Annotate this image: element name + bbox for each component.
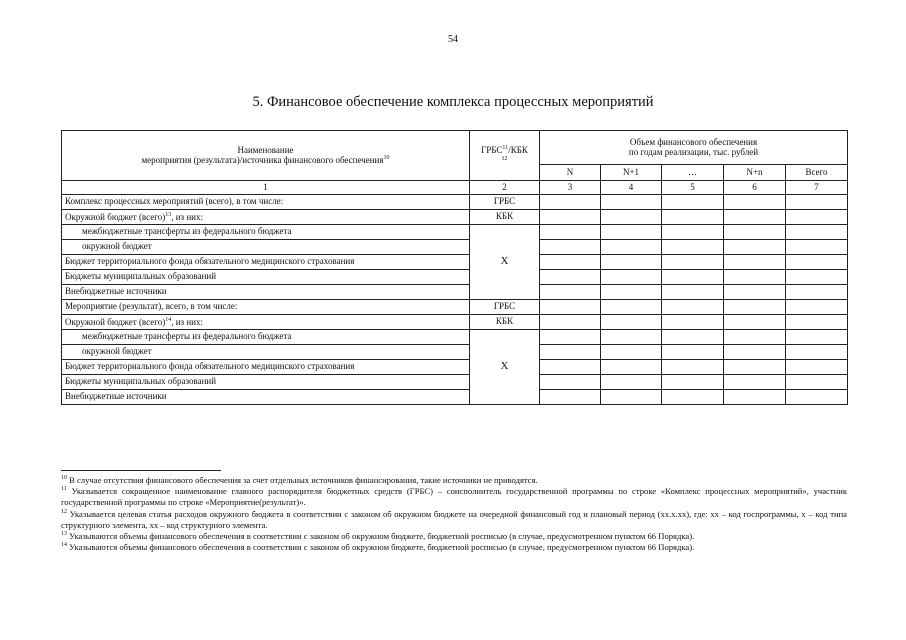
column-number: 1: [62, 181, 470, 195]
row-x-mark: Х: [470, 225, 540, 300]
footnote-number: 14: [61, 542, 67, 549]
header-grbs-cell: [470, 131, 540, 181]
table-row: [62, 375, 848, 390]
column-number: 2: [470, 181, 540, 195]
row-label-sup: 14: [165, 316, 172, 323]
column-number: 3: [540, 181, 601, 195]
footnotes: [61, 470, 847, 553]
row-label: Комплекс процессных мероприятий (всего), в том числе:: [62, 195, 470, 210]
row-label-sup: 13: [165, 211, 172, 218]
row-label: окружной бюджет: [62, 240, 470, 255]
table-row: [62, 195, 848, 210]
row-label: межбюджетные трансферты из федерального бюджета: [62, 225, 470, 240]
row-label: [62, 210, 470, 225]
row-label-suffix: , из них:: [171, 316, 203, 327]
header-volume-cell: [540, 131, 848, 165]
row-label: Бюджеты муниципальных образований: [62, 375, 470, 390]
row-label: межбюджетные трансферты из федерального бюджета: [62, 330, 470, 345]
row-label: Бюджет территориального фонда обязательного медицинского страхования: [62, 360, 470, 375]
header-year-nn: N+n: [724, 165, 786, 181]
header-year-n1: N+1: [601, 165, 662, 181]
footnote-13: [61, 531, 847, 542]
footnote-divider: [61, 470, 221, 471]
footnote-text: Указываются объемы финансового обеспечения в соответствии с законом об окружном бюджете, бюджетной росписью (в случае, предусмотренном пунктом 66 Порядка).: [69, 530, 695, 541]
row-label: Внебюджетные источники: [62, 390, 470, 405]
footnote-10: [61, 475, 847, 486]
footnote-text: Указывается сокращенное наименование главного распорядителя бюджетных средств (ГРБС) – соисполнитель государственной программы по строке «Комплекс процессных мероприятий», участник государственной программы по строке «Мероприятие(результат)».: [61, 486, 847, 508]
row-label: Бюджеты муниципальных образований: [62, 270, 470, 285]
header-name-line1: Наименование: [237, 144, 294, 155]
column-number: 5: [662, 181, 724, 195]
header-volume-line1: Объем финансового обеспечения: [629, 137, 758, 148]
row-label: окружной бюджет: [62, 345, 470, 360]
table-row: [62, 330, 848, 345]
row-code: КБК: [470, 315, 540, 330]
footnote-text: В случае отсутствия финансового обеспечения за счет отдельных источников финансирования, такие источники не приводятся.: [69, 475, 538, 485]
header-name-cell: [62, 131, 470, 181]
row-label-suffix: , из них:: [171, 211, 203, 222]
section-title: 5. Финансовое обеспечение комплекса процессных мероприятий: [252, 94, 654, 110]
column-number: 6: [724, 181, 786, 195]
table-row: [62, 270, 848, 285]
row-code: КБК: [470, 210, 540, 225]
row-label: Мероприятие (результат), всего, в том числе:: [62, 300, 470, 315]
row-label-text: Окружной бюджет (всего): [65, 316, 166, 327]
header-year-ellipsis: …: [662, 165, 724, 181]
footnote-12: [61, 509, 847, 531]
footnote-text: Указывается целевая статья расходов окружного бюджета в соответствии с законом об окружном бюджете на очередной финансовый год и плановый период (хх.х.хх), где: хх – код госпрограммы, х – код типа структурного элемента, хх – код структурного элемента.: [61, 508, 847, 530]
financing-table: [61, 130, 848, 405]
row-label-text: Окружной бюджет (всего): [65, 211, 166, 222]
header-name-line2: мероприятия (результата)/источника финансового обеспечения: [141, 155, 384, 165]
column-number: 4: [601, 181, 662, 195]
row-code: ГРБС: [470, 195, 540, 210]
footnote-11: [61, 486, 847, 508]
header-year-n: N: [540, 165, 601, 181]
footnote-number: 12: [61, 508, 67, 515]
header-grbs: ГРБС: [481, 145, 503, 156]
table-row: [62, 225, 848, 240]
row-label: Бюджет территориального фонда обязательного медицинского страхования: [62, 255, 470, 270]
header-grbs-sup: 11: [502, 145, 509, 152]
footnote-number: 11: [61, 486, 67, 493]
page-number: 54: [448, 34, 458, 45]
header-name-sup: 10: [383, 155, 390, 161]
table-row: [62, 315, 848, 330]
table-row: [62, 360, 848, 375]
table-row: [62, 285, 848, 300]
header-kbk-sup: 12: [501, 155, 508, 162]
row-code: ГРБС: [470, 300, 540, 315]
table-row: [62, 210, 848, 225]
header-volume-line2: по годам реализации, тыс. рублей: [628, 146, 759, 157]
footnote-number: 10: [61, 475, 67, 482]
footnote-text: Указываются объемы финансового обеспечения в соответствии с законом об окружном бюджете, бюджетной росписью (в случае, предусмотренном пунктом 66 Порядка).: [69, 542, 695, 553]
row-x-mark: Х: [470, 330, 540, 405]
table-row: [62, 300, 848, 315]
table-row: [62, 255, 848, 270]
footnote-number: 13: [61, 531, 67, 537]
row-label: Внебюджетные источники: [62, 285, 470, 300]
table-row: [62, 240, 848, 255]
footnote-14: [61, 542, 847, 553]
header-year-total: Всего: [786, 165, 848, 181]
table-row: [62, 345, 848, 360]
table-row: [62, 390, 848, 405]
row-label: [62, 315, 470, 330]
header-kbk: /КБК: [508, 145, 528, 156]
column-number: 7: [786, 181, 848, 195]
